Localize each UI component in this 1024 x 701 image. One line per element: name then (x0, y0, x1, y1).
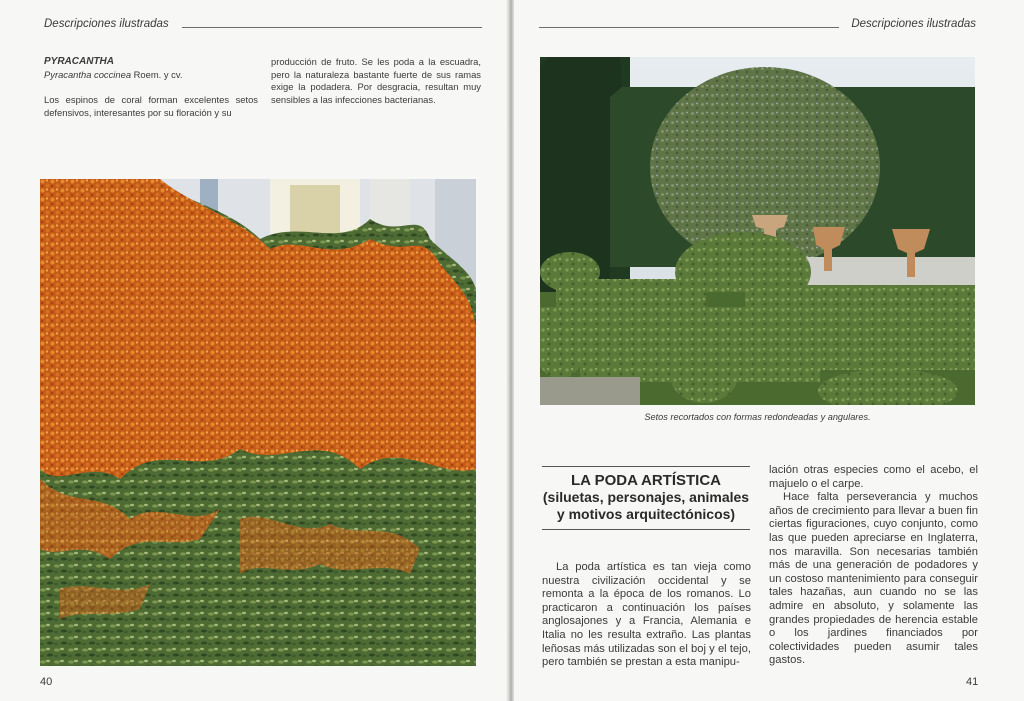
body-paragraph: La poda artística es tan vieja como nuestra civilización occidental y se remonta a la época de los romanos. Lo practicaron a continuación los países anglosajones y a Francia, Alemania e Italia no les resulta extraño. Las plantas leñosas más utilizadas son el boj y el tejo, pero también se prestan a esta manipu- (542, 561, 751, 669)
entry-text-col1: Los espinos de coral forman excelentes setos defensivos, interesantes por su floración y su (44, 94, 258, 118)
photo-caption: Setos recortados con formas redondeadas y angulares. (644, 412, 871, 422)
entry-title: PYRACANTHA (44, 56, 114, 67)
section-title: LA PODA ARTÍSTICA (571, 472, 721, 489)
section-subtitle: (siluetas, personajes, animales y motivos arquitectónicos) (542, 489, 750, 522)
entry-species-latin: Pyracantha coccinea (44, 68, 132, 80)
section-heading (542, 466, 750, 530)
entry-species (44, 69, 258, 82)
pyracantha-photo (40, 179, 476, 666)
entry-column-2 (271, 56, 481, 106)
right-page (514, 0, 1024, 701)
body-column-1 (542, 561, 751, 670)
body-paragraph: lación otras especies como el acebo, el majuelo o el carpe. (769, 464, 978, 490)
page-number: 40 (40, 676, 53, 688)
entry-text-col2: producción de fruto. Se les poda a la escuadra, pero la naturaleza bastante fuerte de sus ramas exige la podadera. Por desgracia, resultan muy sensibles a las infecciones bacterianas. (271, 56, 481, 105)
page-number: 41 (966, 676, 979, 688)
running-head-rule (539, 27, 839, 28)
entry-column-1 (44, 56, 258, 119)
topiary-photo-drawing (540, 57, 975, 405)
body-column-2 (769, 464, 978, 668)
left-page (0, 0, 508, 701)
pyracantha-photo-drawing (40, 179, 476, 666)
topiary-photo (540, 57, 975, 405)
body-paragraph: Hace falta perseverancia y muchos años de crecimiento para llevar a buen fin ciertas figuraciones, cuyo conjunto, como las que pueden apreciarse en Inglaterra, nos maravilla. Son necesarias también más de una generación de podadores y un costoso mantenimiento para conseguir tales hazañas, aun cuando no se las admire en absoluto, y solamente las grandes propiedades de herencia estable o los jardines financiados por colectividades pueden asumir tales gastos. (769, 491, 978, 667)
running-head: Descripciones ilustradas (44, 18, 169, 30)
running-head-rule (182, 27, 482, 28)
entry-species-authority: Roem. y cv. (131, 68, 183, 80)
running-head: Descripciones ilustradas (851, 18, 976, 30)
